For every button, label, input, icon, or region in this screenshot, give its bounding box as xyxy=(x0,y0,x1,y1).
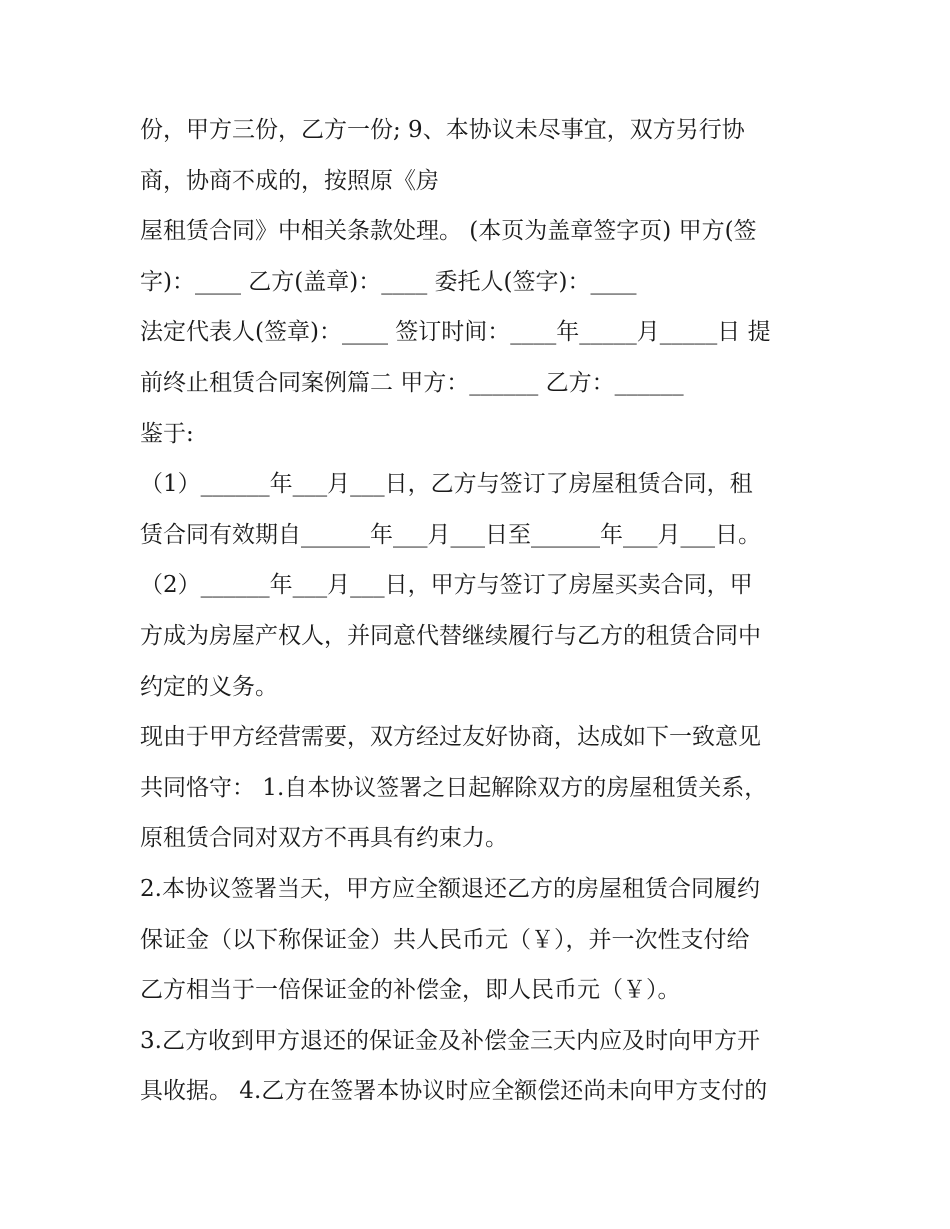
text-line: 鉴于: xyxy=(140,420,194,447)
text-line: 商，协商不成的，按照原《房 xyxy=(140,167,439,194)
text-line: 2.本协议签署当天，甲方应全额退还乙方的房屋租赁合同履约 xyxy=(140,875,760,902)
text-line: （2）______年___月___日，甲方与签订了房屋买卖合同，甲 xyxy=(140,572,753,599)
text-line: 字)：____ 乙方(盖章)：____ 委托人(签字)：____ xyxy=(140,268,637,295)
text-line: 赁合同有效期自______年___月___日至______年___月___日。 xyxy=(140,521,761,548)
text-line: 屋租赁合同》中相关条款处理。 (本页为盖章签字页) 甲方(签 xyxy=(140,218,757,245)
text-line: 约定的义务。 xyxy=(140,673,278,700)
text-line: （1）______年___月___日，乙方与签订了房屋租赁合同，租 xyxy=(140,471,753,498)
text-line: 共同恪守： 1.自本协议签署之日起解除双方的房屋租赁关系， xyxy=(140,774,768,801)
text-line: 份，甲方三份，乙方一份; 9、本协议未尽事宜，双方另行协 xyxy=(140,117,745,143)
text-line: 具收据。 4.乙方在签署本协议时应全额偿还尚未向甲方支付的 xyxy=(140,1078,768,1105)
text-line: 现由于甲方经营需要，双方经过友好协商，达成如下一致意见 xyxy=(140,724,761,751)
text-line: 法定代表人(签章)：____ 签订时间：____年_____月_____日 提 xyxy=(140,319,771,346)
text-line: 方成为房屋产权人，并同意代替继续履行与乙方的租赁合同中 xyxy=(140,622,761,649)
text-line: 3.乙方收到甲方退还的保证金及补偿金三天内应及时向甲方开 xyxy=(140,1027,760,1054)
text-line: 原租赁合同对双方不再具有约束力。 xyxy=(140,825,508,852)
text-line: 保证金（以下称保证金）共人民币元（￥），并一次性支付给 xyxy=(140,926,750,953)
document-body xyxy=(140,105,820,1117)
text-line: 前终止租赁合同案例篇二 甲方：______ 乙方：______ xyxy=(140,369,684,396)
text-line: 乙方相当于一倍保证金的补偿金，即人民币元（￥）。 xyxy=(140,977,681,1004)
